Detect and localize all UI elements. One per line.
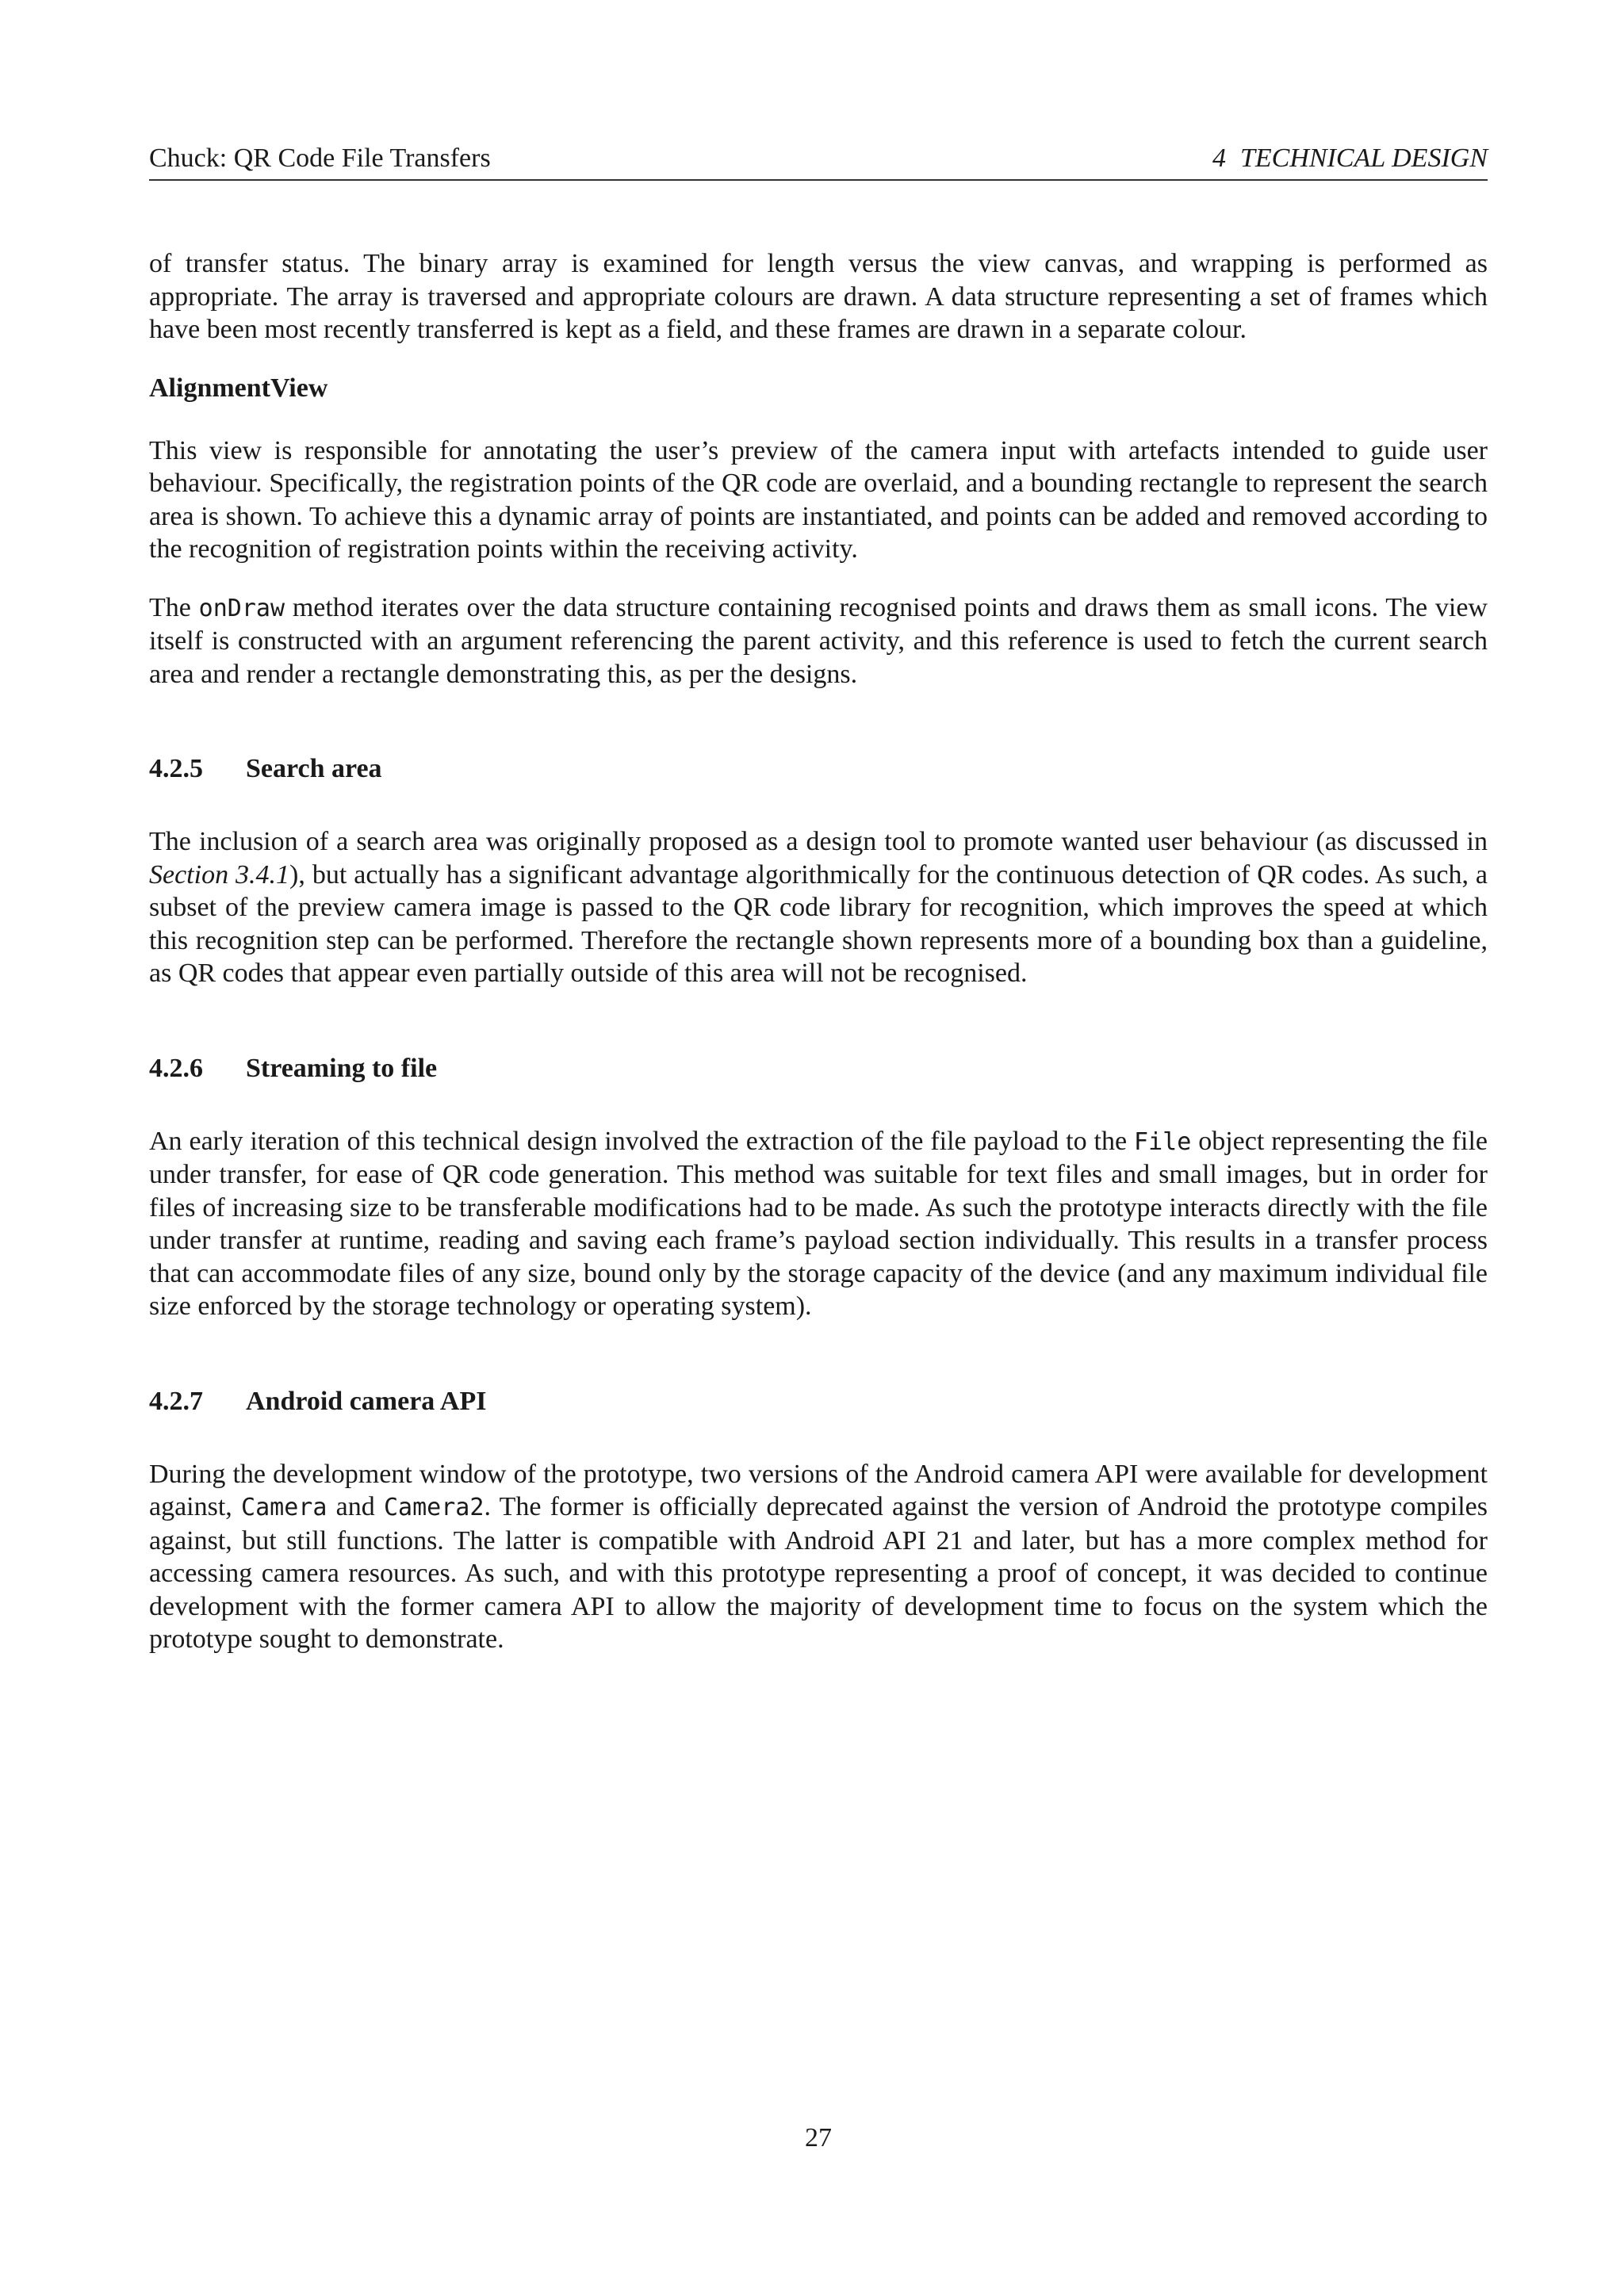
header-document-title: Chuck: QR Code File Transfers (149, 144, 491, 173)
header-section-title: TECHNICAL DESIGN (1239, 144, 1488, 173)
code-ondraw: onDraw (198, 594, 285, 622)
section-heading-4-2-7 (149, 1385, 1488, 1418)
paragraph-search-area (149, 825, 1488, 990)
section-title: Android camera API (246, 1386, 487, 1416)
section-number: 4.2.6 (149, 1053, 203, 1083)
text-segment: . The former is officially deprecated against the version of Android the prototype compiles against, but still functions. The latter is compatible with Android API 21 and later, but has a more complex method for accessing camera resources. As such, and with this prototype representing a proof of concept, it was decided to continue development with the former camera API to allow the majority of development time to focus on the system which the prototype sought to demonstrate. (149, 1492, 1488, 1654)
section-heading-4-2-5 (149, 752, 1488, 786)
paragraph-streaming-to-file (149, 1125, 1488, 1323)
section-title: Streaming to file (246, 1053, 438, 1083)
page-number: 27 (805, 2123, 832, 2152)
paragraph-android-camera-api (149, 1458, 1488, 1656)
text-segment: and (327, 1492, 384, 1521)
alignmentview-heading: AlignmentView (149, 373, 328, 403)
header-section (1212, 141, 1488, 176)
section-number: 4.2.7 (149, 1386, 203, 1416)
text-segment: object representing the file under transfer, for ease of QR code generation. This method was suitable for text files and small images, but in order for files of increasing size to be transferable modifications had to be made. As such the prototype interacts directly with the file under transfer at runtime, reading and saving each frame’s payload section individually. This results in a transfer process that can accommodate files of any size, bound only by the storage capacity of the device (and any maximum individual file size enforced by the storage technology or operating system). (149, 1126, 1488, 1321)
text-segment: method iterates over the data structure containing recognised points and draws them as small icons. The view itself is constructed with an argument referencing the parent activity, and this reference is used to fetch the current search area and render a rectangle demonstrating this, as per the designs. (149, 592, 1488, 689)
code-camera2: Camera2 (384, 1494, 485, 1521)
code-camera: Camera (241, 1494, 327, 1521)
text-segment: During the development window of the prototype, two versions of the Android camera API were available for development against, (149, 1459, 1488, 1521)
running-header (149, 141, 1488, 181)
header-section-number: 4 (1212, 144, 1226, 173)
text-segment: The inclusion of a search area was originally proposed as a design tool to promote wanted user behaviour (as discussed in (149, 827, 1488, 856)
section-number: 4.2.5 (149, 754, 203, 783)
section-reference-link: Section 3.4.1 (149, 859, 290, 890)
document-page (149, 0, 1488, 2296)
text-segment: An early iteration of this technical design involved the extraction of the file payload to the (149, 1126, 1135, 1156)
code-file: File (1134, 1127, 1192, 1156)
paragraph-alignmentview-1: This view is responsible for annotating the user’s preview of the camera input with artefacts intended to guide user behaviour. Specifically, the registration points of the QR code are overlaid, and a bounding rectangle to represent the search area is shown. To achieve this a dynamic array of points are instantiated, and points can be added and removed according to the recognition of registration points within the receiving activity. (149, 435, 1488, 564)
text-segment: ), but actually has a significant advantage algorithmically for the continuous detection of QR codes. As such, a subset of the preview camera image is passed to the QR code library for recognition, which improves the speed at which this recognition step can be performed. Therefore the rectangle shown represents more of a bounding box than a guideline, as QR codes that appear even partially outside of this area will not be recognised. (149, 859, 1488, 988)
paragraph-alignmentview-2 (149, 591, 1488, 691)
text-segment: The (149, 592, 199, 622)
body-text (149, 247, 1488, 1682)
section-heading-4-2-6 (149, 1052, 1488, 1085)
section-title: Search area (246, 754, 382, 783)
paragraph-transfer-status: of transfer status. The binary array is examined for length versus the view canvas, and wrapping is performed as appropriate. The array is traversed and appropriate colours are drawn. A data structure representing a set of frames which have been most recently transferred is kept as a field, and these frames are drawn in a separate colour. (149, 249, 1488, 344)
